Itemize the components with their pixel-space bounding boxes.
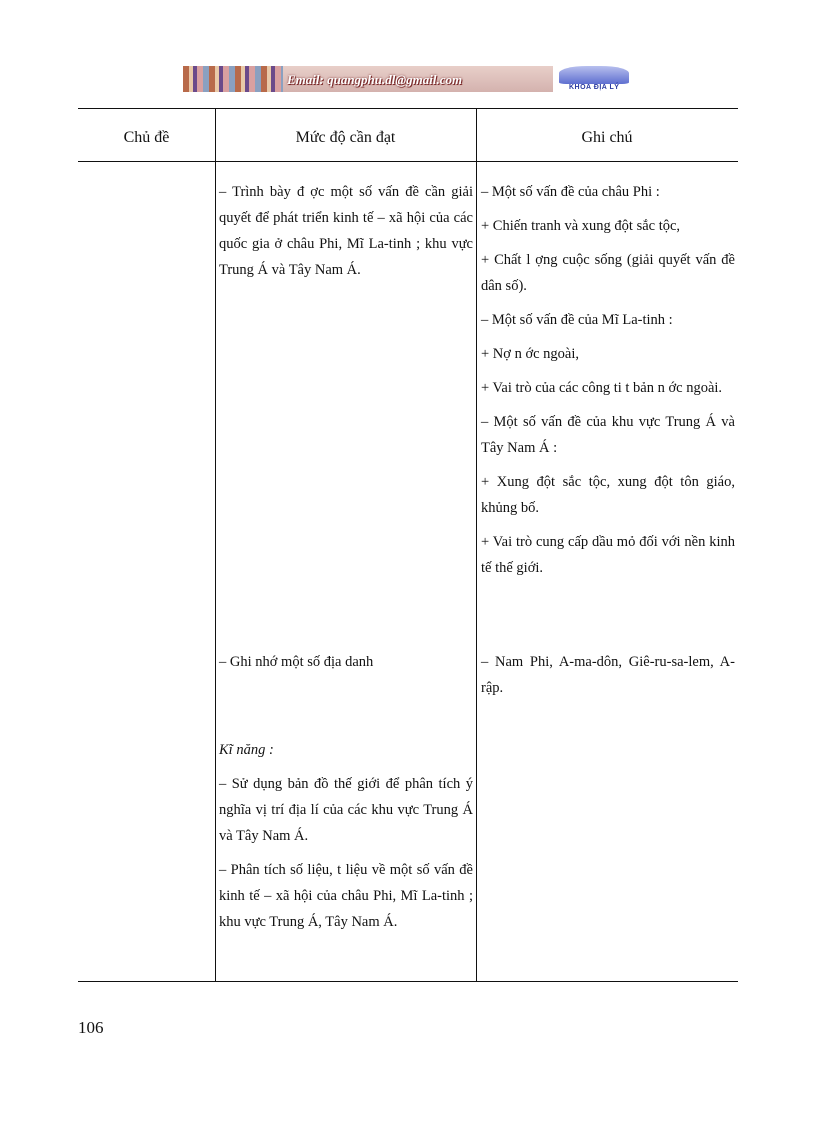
column-divider (476, 109, 477, 981)
requirement-item: – Sử dụng bản đồ thế giới để phân tích ý nghĩa vị trí địa lí của các khu vực Trung Á và Tây Nam Á. (219, 776, 473, 844)
banner-email: Email: quangphu.dl@gmail.com (287, 72, 463, 87)
banner-photo-collage (183, 66, 283, 92)
requirement-item: – Trình bày đ ợc một số vấn đề cần giải quyết để phát triển kinh tế – xã hội của các quốc gia ở châu Phi, Mĩ La-tinh ; khu vực Trung Á và Tây Nam Á. (219, 184, 473, 278)
header-banner (183, 64, 635, 94)
skills-heading: Kĩ năng : (219, 742, 274, 758)
logo-icon (559, 66, 629, 84)
note-item: + Nợ n ớc ngoài, (481, 346, 580, 362)
note-item: + Vai trò cung cấp dầu mỏ đối với nền kinh tế thế giới. (481, 534, 735, 576)
note-item: + Xung đột sắc tộc, xung đột tôn giáo, khủng bố. (481, 474, 735, 516)
header-requirement: Mức độ cần đạt (295, 129, 396, 146)
note-item: – Một số vấn đề của khu vực Trung Á và Tây Nam Á : (481, 414, 735, 456)
requirement-place-names (219, 649, 473, 675)
faculty-logo (555, 64, 635, 94)
curriculum-table (78, 108, 738, 982)
requirement-item: – Ghi nhớ một số địa danh (219, 654, 374, 670)
notes-place-names (481, 649, 735, 701)
note-item: – Một số vấn đề của Mĩ La-tinh : (481, 312, 673, 328)
header-topic: Chủ đề (123, 129, 170, 146)
column-divider (215, 109, 216, 981)
note-item: – Một số vấn đề của châu Phi : (481, 184, 660, 200)
page-number: 106 (78, 1018, 104, 1037)
header-notes: Ghi chú (581, 129, 633, 146)
note-item: – Nam Phi, A-ma-dôn, Giê-ru-sa-lem, A-rập. (481, 654, 735, 696)
note-item: + Vai trò của các công ti t bản n ớc ngoài. (481, 380, 723, 396)
requirement-knowledge (219, 179, 473, 283)
note-item: + Chất l ợng cuộc sống (giải quyết vấn đề dân số). (481, 252, 735, 294)
requirement-item: – Phân tích số liệu, t liệu về một số vấn đề kinh tế – xã hội của châu Phi, Mĩ La-tinh ; khu vực Trung Á, Tây Nam Á. (219, 862, 473, 930)
note-item: + Chiến tranh và xung đột sắc tộc, (481, 218, 681, 234)
header-divider (78, 161, 738, 162)
requirement-skills (219, 737, 473, 935)
logo-label: KHOA ĐỊA LÝ (569, 84, 620, 91)
notes-africa-latin-asia (481, 179, 735, 581)
